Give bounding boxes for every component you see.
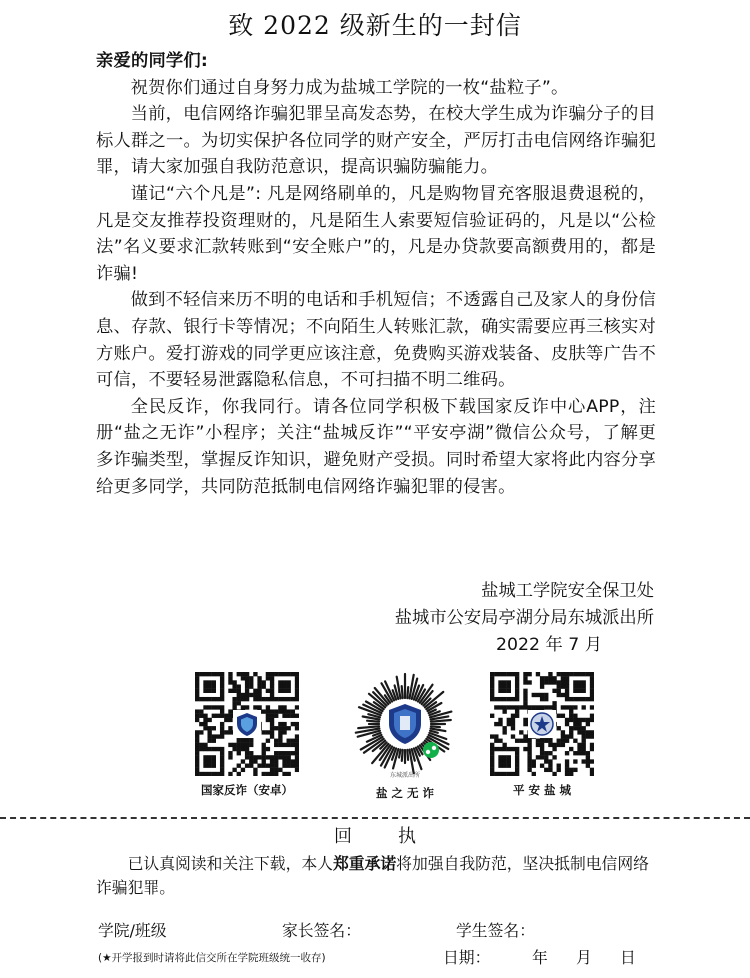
mini-program-small-text: 东城派出所: [389, 772, 420, 779]
paragraph: 祝贺你们通过自身努力成为盐城工学院的一枚“盐粒子”。: [130, 77, 569, 98]
paragraph: 谨记“六个凡是”: 凡是网络刷单的，凡是购物冒充客服退费退税的，凡是交友推荐投资理财的，凡是陌生人索要短信验证码的，凡是以“公检法”名义要求汇款转账到“安全账户”的，凡是办贷款要高额费用的，都是诈骗!: [96, 183, 656, 284]
receipt-body: [96, 852, 662, 900]
receipt-text-after: 将加强自我防范，坚决抵制电信网络诈骗犯罪。: [96, 854, 649, 897]
police-emblem-icon: [528, 710, 556, 738]
paragraph: 当前，电信网络诈骗犯罪呈高发态势，在校大学生成为诈骗分子的目标人群之一。为切实保护各位同学的财产安全，严厉打击电信网络诈骗犯罪，请大家加强自我防范意识，提高识骗防骗能力。: [96, 104, 656, 178]
shield-badge-icon: [233, 710, 261, 738]
dashed-divider: [0, 817, 750, 819]
receipt-note: (★开学报到时请将此信交所在学院班级统一收存): [98, 952, 326, 964]
signature: [395, 578, 654, 659]
qr-caption: 盐 之 无 诈: [375, 786, 434, 800]
page-title: 致 2022 级新生的一封信: [228, 11, 522, 40]
receipt-text-before: 已认真阅读和关注下载，本人: [127, 854, 333, 873]
year-label: 年: [532, 948, 548, 967]
mini-program-code-icon: [353, 672, 457, 776]
signature-date: 2022 年 7 月: [495, 635, 602, 655]
receipt-title: 回执: [334, 826, 462, 847]
parent-signature-label: 家长签名：: [282, 921, 361, 940]
paragraph: 全民反诈，你我同行。请各位同学积极下载国家反诈中心APP，注册“盐之无诈”小程序；关注“盐城反诈”“平安亭湖”微信公众号，了解更多诈骗类型，掌握反诈知识，避免财产受损。同时希望大家将此内容分享给更多同学，共同防范抵制电信网络诈骗犯罪的侵害。: [96, 396, 656, 497]
month-label: 月: [576, 948, 592, 967]
signature-org-police: 盐城市公安局亭湖分局东城派出所: [394, 608, 654, 628]
day-label: 日: [620, 948, 636, 967]
college-class-label: 学院/班级: [98, 921, 167, 940]
qr-caption: 平 安 盐 城: [512, 783, 571, 797]
qr-national-anti-fraud[interactable]: [182, 672, 312, 798]
qr-caption: 国家反诈（安卓）: [201, 783, 293, 797]
salutation: 亲爱的同学们:: [96, 51, 208, 71]
receipt-text-bold: 郑重承诺: [332, 854, 397, 873]
mini-program-yan-zhi-wu-zha[interactable]: [340, 672, 470, 801]
student-signature-label: 学生签名：: [456, 921, 535, 940]
letter-body: [96, 48, 656, 500]
signature-org-security: 盐城工学院安全保卫处: [481, 581, 654, 601]
date-label: 日期：: [443, 948, 491, 967]
qr-ping-an-yancheng[interactable]: [477, 672, 607, 798]
paragraph: 做到不轻信来历不明的电话和手机短信；不透露自己及家人的身份信息、存款、银行卡等情况；不向陌生人转账汇款，确实需要应再三核实对方账户。爱打游戏的同学更应该注意，免费购买游戏装备、皮肤等广告不可信，不要轻易泄露隐私信息，不可扫描不明二维码。: [96, 290, 656, 391]
